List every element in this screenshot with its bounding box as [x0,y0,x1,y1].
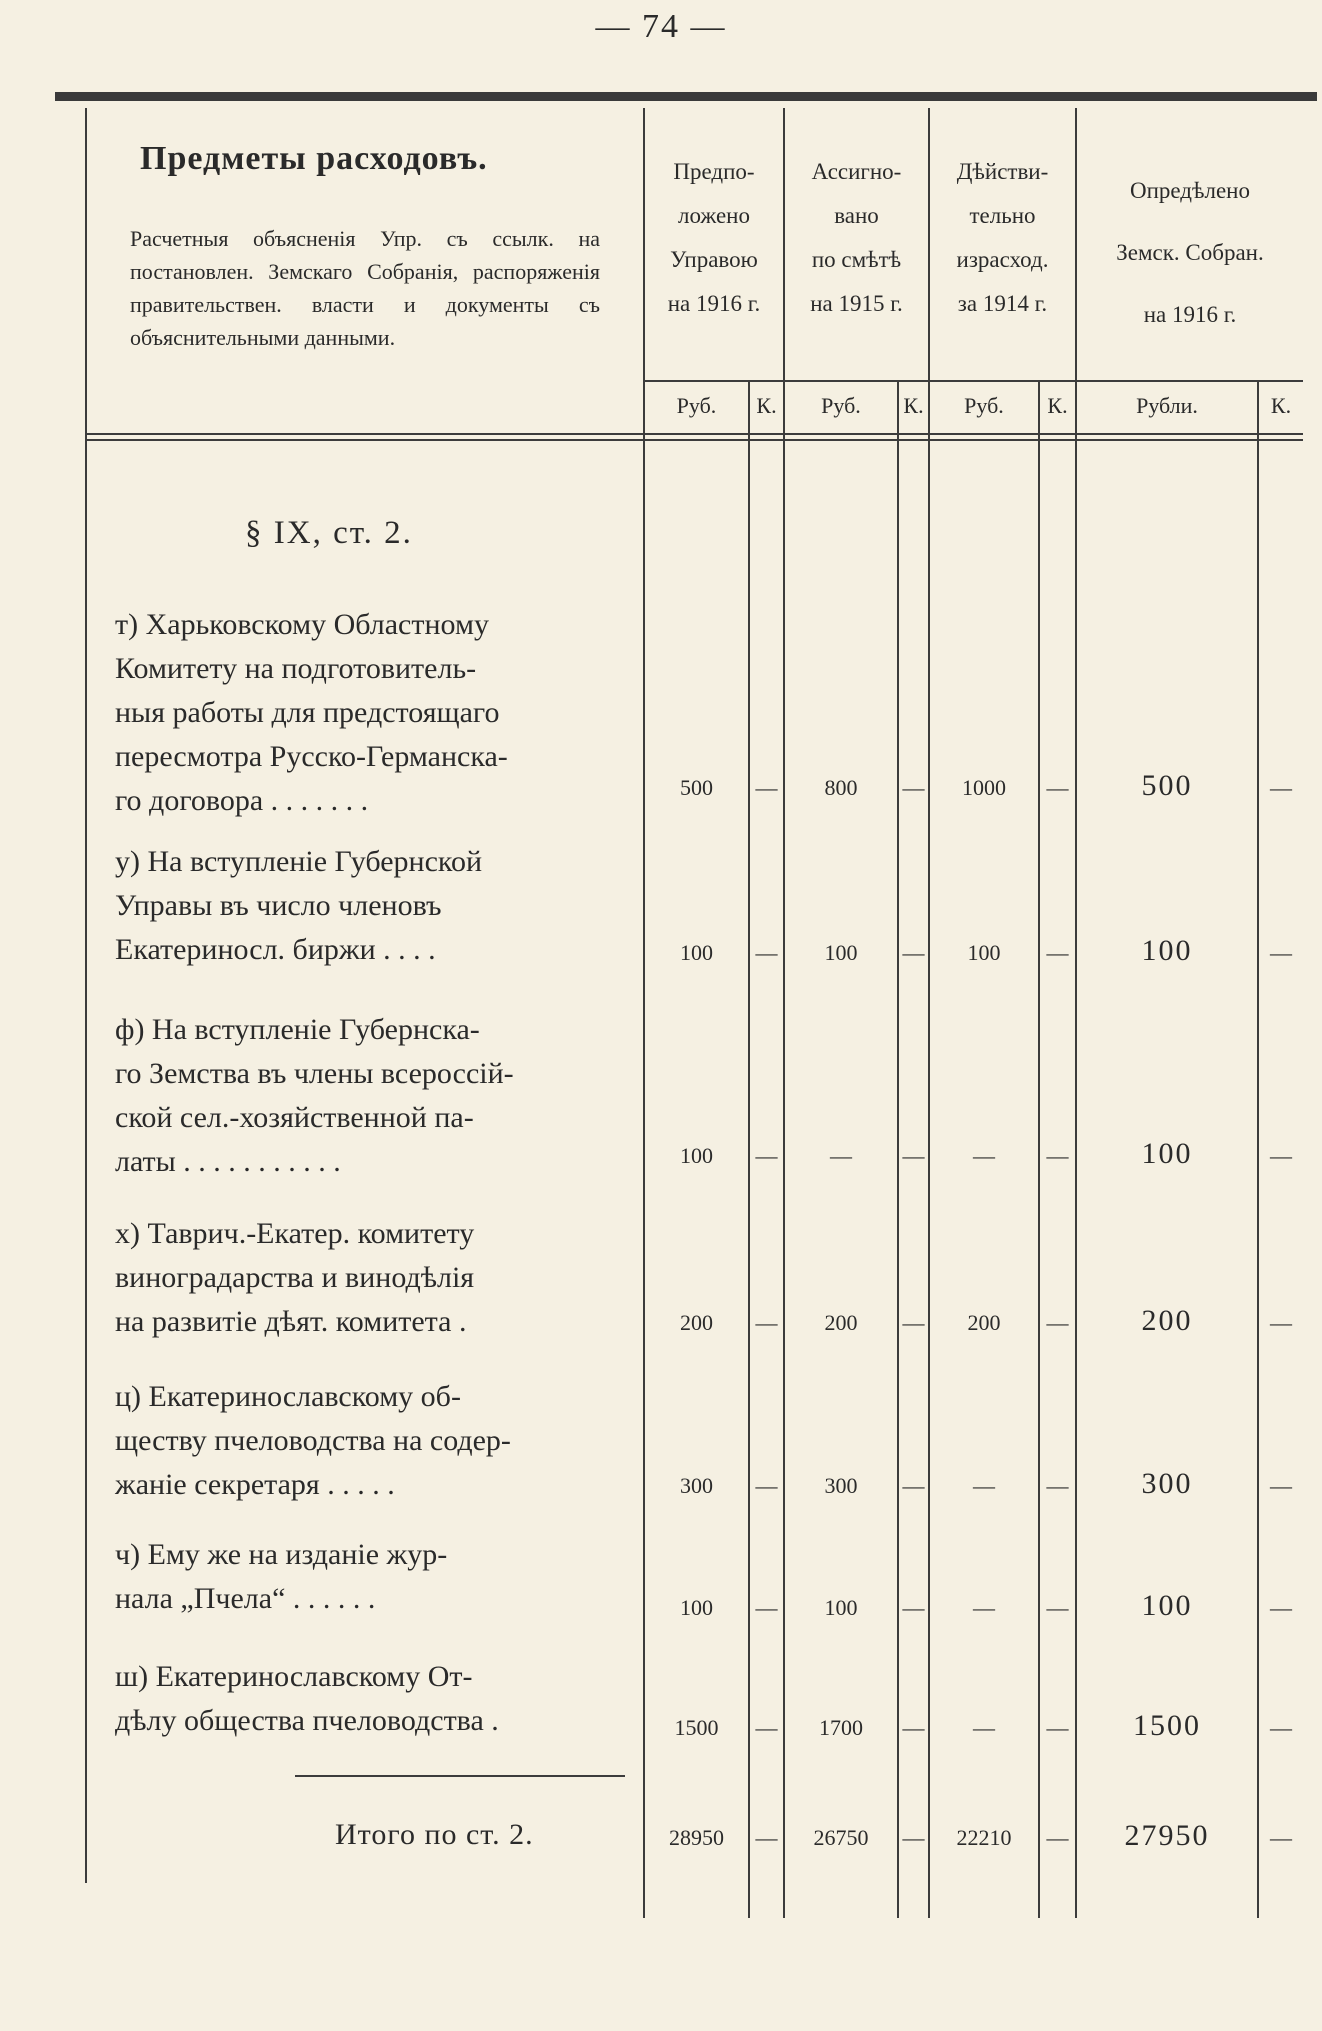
unit-kop-4: К. [1270,393,1292,418]
row-6-proposed: 100 [680,1595,713,1620]
row-7-kop-proposed: — [755,1715,778,1740]
row-1-spent: 1000 [962,775,1006,800]
row-5-proposed: 300 [680,1473,713,1498]
row-4-spent: 200 [967,1310,1001,1335]
row-2-kop-proposed: — [755,940,778,965]
header-description: Расчетныя объясненія Упр. съ ссылк. на постановлен. Земскаго Собранія, распоряженія правительствен. власти и документы съ объяснительными данными. [130,226,600,350]
unit-kop-2: К. [903,393,924,418]
row-1-kop-assigned: — [902,775,925,800]
row-1-kop-proposed: — [755,775,778,800]
col-assigned-header: Ассигно- вано по смѣтѣ на 1915 г. [810,159,903,316]
unit-kop-1: К. [756,393,777,418]
row-5-assigned: 300 [824,1473,858,1498]
table-left-border [85,108,87,1883]
list-item: ф) На вступленіе Губернска- го Земства въ члены всероссій- ской сел.-хозяйственной па- латы . . . . . . . . . . . [115,1013,514,1178]
row-6-kop-proposed: — [755,1595,778,1620]
row-6-spent: — [973,1595,995,1620]
header-title: Предметы расходовъ. [140,140,488,177]
row-2-spent: 100 [967,940,1001,965]
row-2-determined: 100 [1141,934,1193,967]
total-kop-proposed: — [755,1825,778,1850]
row-6-assigned: 100 [824,1595,858,1620]
row-5-kop-assigned: — [902,1473,925,1498]
row-5-kop-spent: — [1046,1473,1069,1498]
units-rule [643,380,1303,382]
row-4-assigned: 200 [824,1310,858,1335]
row-4-proposed: 200 [680,1310,713,1335]
list-item: т) Харьковскому Областному Комитету на подготовитель- ныя работы для предстоящаго пересмотра Русско-Германска- го договора . . . . . . . [115,608,508,817]
row-7-proposed: 1500 [674,1715,719,1740]
row-7-kop-assigned: — [902,1715,925,1740]
row-7-kop-spent: — [1046,1715,1069,1740]
row-7-kop-determined: — [1270,1715,1292,1740]
row-7-determined: 1500 [1133,1709,1201,1742]
row-4-kop-determined: — [1270,1310,1292,1335]
row-1-determined: 500 [1141,769,1193,802]
unit-rub-2: Руб. [821,393,861,418]
row-6-determined: 100 [1141,1589,1193,1622]
unit-rub-4: Рубли. [1136,393,1198,418]
row-5-spent: — [973,1473,995,1498]
row-2-kop-determined: — [1270,940,1292,965]
row-1-assigned: 800 [824,775,858,800]
col-proposed-header: Предпо- ложено Управою на 1916 г. [667,159,761,316]
row-3-spent: — [973,1143,995,1168]
unit-kop-3: К. [1047,393,1068,418]
sum-rule [295,1775,625,1777]
total-proposed: 28950 [669,1825,724,1850]
total-determined: 27950 [1124,1819,1210,1852]
row-6-kop-determined: — [1270,1595,1292,1620]
col-determined-header: Опредѣлено Земск. Собран. на 1916 г. [1116,178,1264,327]
row-2-proposed: 100 [680,940,713,965]
list-item: ш) Екатеринославскому От- дѣлу общества пчеловодства . [115,1660,499,1737]
unit-rub-3: Руб. [964,393,1004,418]
total-spent: 22210 [956,1825,1012,1850]
row-1-proposed: 500 [680,775,713,800]
row-1-kop-spent: — [1046,775,1069,800]
col-spent-header: Дѣйстви- тельно израсход. за 1914 г. [956,159,1049,316]
row-4-kop-assigned: — [902,1310,925,1335]
header-bottom-rule [85,433,1303,435]
row-6-kop-spent: — [1046,1595,1069,1620]
row-7-spent: — [973,1715,995,1740]
unit-rub-1: Руб. [676,393,717,418]
total-assigned: 26750 [813,1825,869,1850]
list-item: ч) Ему же на изданіе жур- нала „Пчела“ . . . . . . [115,1538,448,1615]
row-3-proposed: 100 [680,1143,713,1168]
row-3-assigned: — [830,1143,852,1168]
row-5-determined: 300 [1141,1467,1193,1500]
section-heading: § IX, ст. 2. [245,515,413,551]
total-kop-spent: — [1046,1825,1069,1850]
row-5-kop-determined: — [1270,1473,1292,1498]
row-3-determined: 100 [1141,1137,1193,1170]
row-5-kop-proposed: — [755,1473,778,1498]
row-4-determined: 200 [1141,1304,1193,1337]
list-item: у) На вступленіе Губернской Управы въ число членовъ Екатериносл. биржи . . . . [115,845,483,966]
list-item: х) Таврич.-Екатер. комитету виноградарства и винодѣлія на развитіе дѣят. комитета . [115,1217,475,1338]
row-3-kop-proposed: — [755,1143,778,1168]
row-1-kop-determined: — [1270,775,1292,800]
total-kop-assigned: — [902,1825,925,1850]
row-2-kop-assigned: — [902,940,925,965]
row-3-kop-determined: — [1270,1143,1292,1168]
row-6-kop-assigned: — [902,1595,925,1620]
total-label: Итого по ст. 2. [335,1818,534,1851]
row-2-assigned: 100 [824,940,858,965]
row-3-kop-assigned: — [902,1143,925,1168]
row-4-kop-proposed: — [755,1310,778,1335]
row-2-kop-spent: — [1046,940,1069,965]
total-kop-determined: — [1270,1825,1292,1850]
page-number: — 74 — [595,8,727,45]
list-item: ц) Екатеринославскому об- ществу пчеловодства на содер- жаніе секретаря . . . . . [115,1380,511,1501]
row-4-kop-spent: — [1046,1310,1069,1335]
top-rule [55,92,1317,101]
row-7-assigned: 1700 [819,1715,863,1740]
header-bottom-rule-2 [85,439,1303,441]
row-3-kop-spent: — [1046,1143,1069,1168]
